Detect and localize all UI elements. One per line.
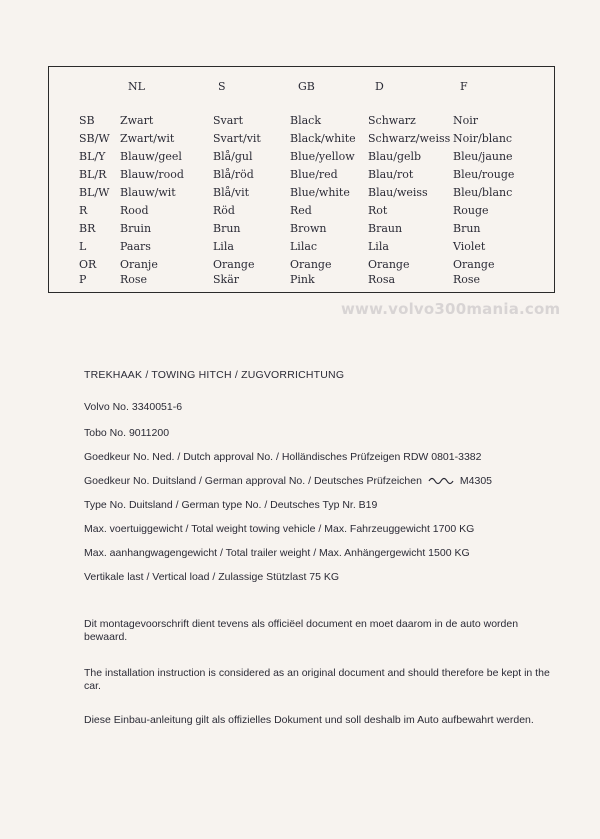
- color-s: Blå/röd: [213, 168, 254, 181]
- color-code: SB: [79, 114, 95, 127]
- table-row: [49, 240, 554, 256]
- german-approval-number: M4305: [459, 475, 493, 487]
- german-approval-label: Goedkeur No. Duitsland / German approval No. / Deutsches Prüfzeichen: [84, 475, 422, 487]
- color-s: Orange: [213, 258, 255, 271]
- color-code: OR: [79, 258, 97, 271]
- color-f: Violet: [453, 240, 486, 253]
- color-gb: Blue/white: [290, 186, 350, 199]
- color-nl: Rood: [120, 204, 149, 217]
- table-row: [49, 168, 554, 184]
- color-gb: Blue/yellow: [290, 150, 355, 163]
- tobo-number: Tobo No. 9011200: [84, 427, 170, 439]
- german-approval: [84, 475, 492, 487]
- paragraph-german: Diese Einbau-anleitung gilt als offizielles Dokument und soll deshalb im Auto aufbewahrt werden.: [84, 714, 534, 726]
- color-f: Bleu/rouge: [453, 168, 515, 181]
- color-s: Blå/vit: [213, 186, 250, 199]
- color-s: Brun: [213, 222, 241, 235]
- section-title: TREKHAAK / TOWING HITCH / ZUGVORRICHTUNG: [84, 369, 345, 381]
- color-gb: Black/white: [290, 132, 356, 145]
- german-type-number: Type No. Duitsland / German type No. / Deutsches Typ Nr. B19: [84, 499, 378, 511]
- color-gb: Pink: [290, 273, 315, 286]
- color-nl: Zwart: [120, 114, 154, 127]
- color-gb: Lilac: [290, 240, 318, 253]
- color-nl: Blauw/rood: [120, 168, 184, 181]
- color-s: Blå/gul: [213, 150, 253, 163]
- color-d: Blau/gelb: [368, 150, 422, 163]
- color-code: BL/R: [79, 168, 107, 181]
- color-d: Orange: [368, 258, 410, 271]
- color-d: Blau/weiss: [368, 186, 428, 199]
- color-gb: Orange: [290, 258, 332, 271]
- column-header-d: D: [375, 80, 384, 93]
- color-code: BR: [79, 222, 96, 235]
- color-s: Lila: [213, 240, 234, 253]
- table-row: [49, 114, 554, 130]
- color-code-table: [48, 66, 555, 293]
- table-row: [49, 150, 554, 166]
- dutch-approval: Goedkeur No. Ned. / Dutch approval No. / Holländisches Prüfzeigen RDW 0801-3382: [84, 451, 482, 463]
- total-trailer-weight: Max. aanhangwagengewicht / Total trailer weight / Max. Anhängergewicht 1500 KG: [84, 547, 470, 559]
- table-row: [49, 258, 554, 274]
- table-row: [49, 132, 554, 148]
- color-f: Noir/blanc: [453, 132, 513, 145]
- color-f: Noir: [453, 114, 479, 127]
- color-f: Brun: [453, 222, 481, 235]
- color-d: Rot: [368, 204, 388, 217]
- total-weight-towing: Max. voertuiggewicht / Total weight towing vehicle / Max. Fahrzeuggewicht 1700 KG: [84, 523, 475, 535]
- color-code: BL/W: [79, 186, 110, 199]
- color-code: R: [79, 204, 88, 217]
- volvo-number: Volvo No. 3340051-6: [84, 401, 183, 413]
- color-nl: Rose: [120, 273, 148, 286]
- color-s: Svart: [213, 114, 243, 127]
- color-nl: Bruin: [120, 222, 152, 235]
- color-nl: Blauw/wit: [120, 186, 176, 199]
- table-row: [49, 273, 554, 289]
- color-d: Rosa: [368, 273, 396, 286]
- color-nl: Blauw/geel: [120, 150, 182, 163]
- color-f: Orange: [453, 258, 495, 271]
- color-s: Röd: [213, 204, 235, 217]
- color-gb: Black: [290, 114, 321, 127]
- color-f: Rose: [453, 273, 481, 286]
- color-d: Lila: [368, 240, 389, 253]
- color-code: SB/W: [79, 132, 110, 145]
- column-header-s: S: [218, 80, 226, 93]
- color-code: BL/Y: [79, 150, 106, 163]
- color-gb: Blue/red: [290, 168, 338, 181]
- color-s: Svart/vit: [213, 132, 261, 145]
- table-row: [49, 204, 554, 220]
- paragraph-dutch: Dit montagevoorschrift dient tevens als officiëel document en moet daarom in de auto worden bewaard.: [84, 618, 519, 643]
- color-f: Bleu/blanc: [453, 186, 513, 199]
- color-code: P: [79, 273, 87, 286]
- color-nl: Oranje: [120, 258, 158, 271]
- column-header-f: F: [460, 80, 468, 93]
- paragraph-english: The installation instruction is considered as an original document and should therefore be kept in the car.: [84, 667, 550, 692]
- color-d: Schwarz: [368, 114, 416, 127]
- color-gb: Red: [290, 204, 312, 217]
- color-d: Blau/rot: [368, 168, 414, 181]
- column-header-gb: GB: [298, 80, 315, 93]
- color-nl: Paars: [120, 240, 151, 253]
- color-d: Braun: [368, 222, 403, 235]
- table-row: [49, 222, 554, 238]
- wavy-line-icon: [428, 476, 456, 486]
- color-f: Bleu/jaune: [453, 150, 513, 163]
- color-s: Skär: [213, 273, 240, 286]
- color-d: Schwarz/weiss: [368, 132, 451, 145]
- color-code: L: [79, 240, 87, 253]
- color-gb: Brown: [290, 222, 327, 235]
- table-row: [49, 186, 554, 202]
- color-nl: Zwart/wit: [120, 132, 175, 145]
- vertical-load: Vertikale last / Vertical load / Zulassige Stützlast 75 KG: [84, 571, 340, 583]
- color-f: Rouge: [453, 204, 489, 217]
- column-header-nl: NL: [128, 80, 145, 93]
- watermark: www.volvo300mania.com: [341, 300, 561, 318]
